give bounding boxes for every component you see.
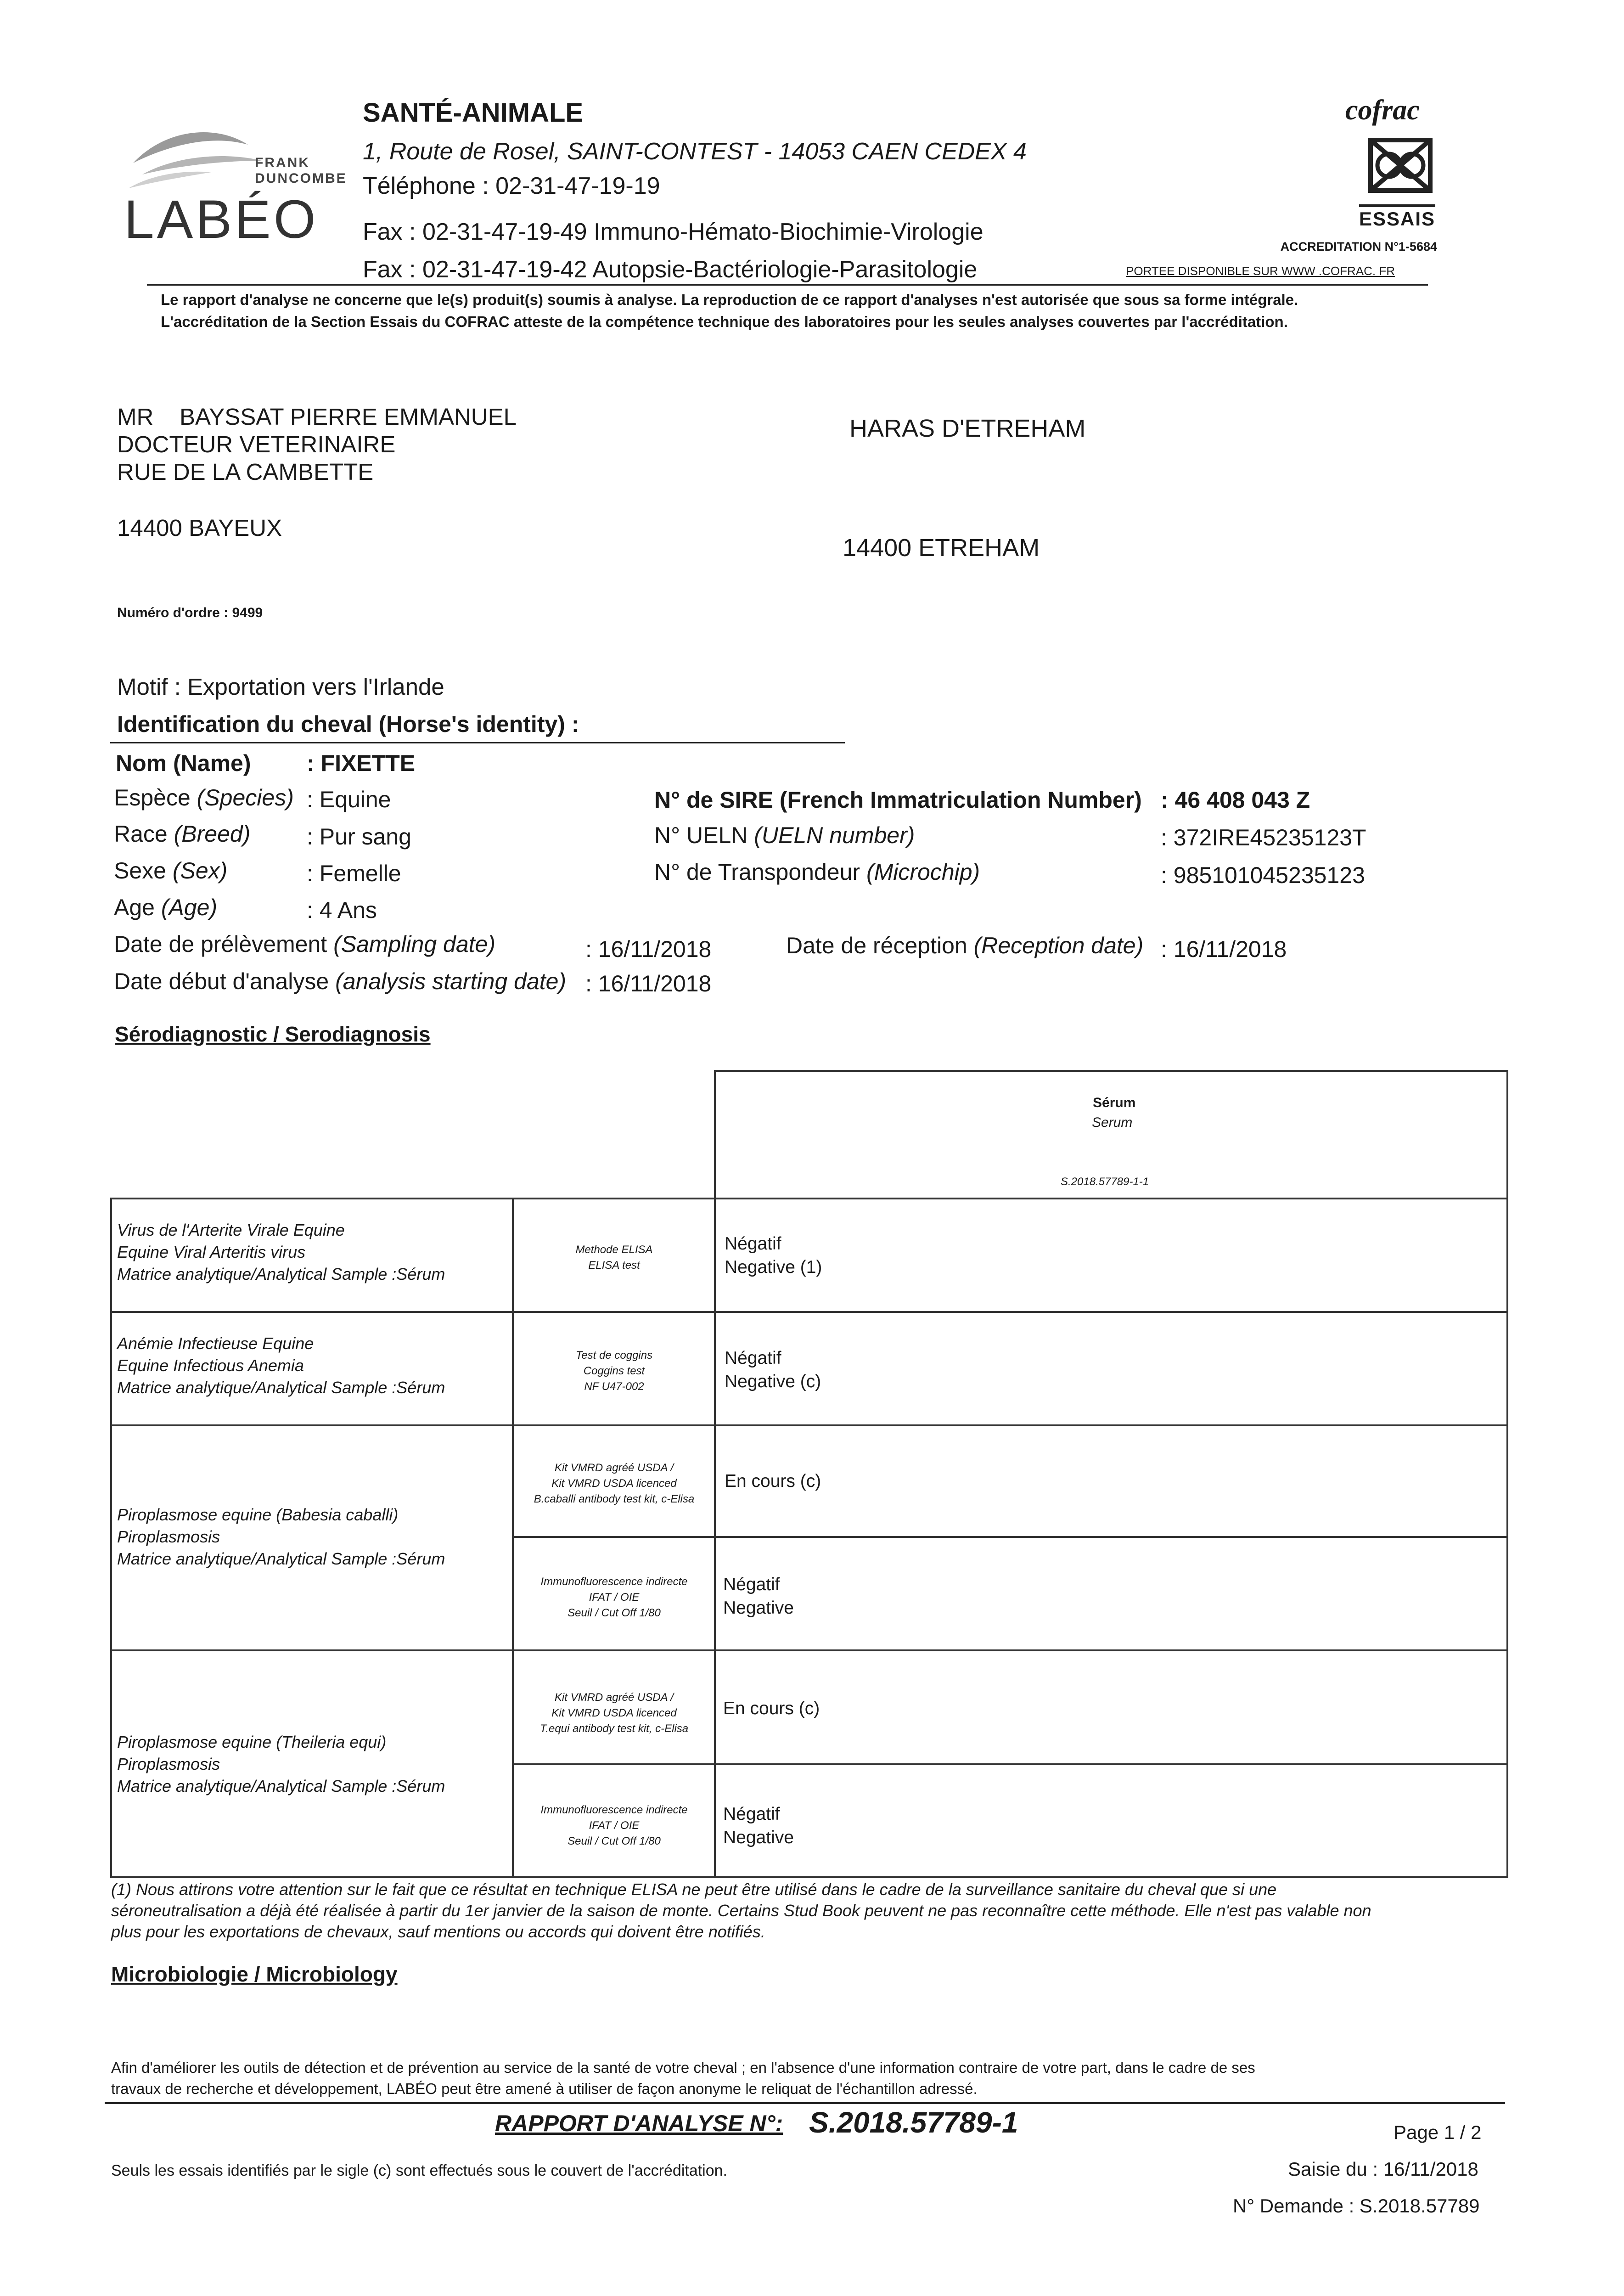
method-line: IFAT / OIE — [589, 1819, 640, 1832]
table-line — [110, 1649, 1508, 1651]
method-line: Coggins test — [583, 1365, 645, 1377]
sample-type-en: Serum — [1092, 1115, 1133, 1130]
transponder-value: : 985101045235123 — [1161, 862, 1365, 888]
table-row-2-desc — [117, 1333, 445, 1399]
cofrac-emblem-icon — [1361, 131, 1439, 200]
cofrac-accreditation: ACCREDITATION N°1-5684 — [1280, 240, 1437, 253]
cofrac-essais: ESSAIS — [1359, 204, 1435, 230]
desc-line: Matrice analytique/Analytical Sample :Sérum — [117, 1265, 445, 1283]
method-line: Kit VMRD agréé USDA / — [554, 1462, 674, 1474]
improvement-note — [111, 2057, 1255, 2099]
lab-fax-1: Fax : 02-31-47-19-49 Immuno-Hémato-Biochimie-Virologie — [363, 219, 983, 245]
id-sex-value: : Femelle — [307, 861, 401, 886]
table-row-4-result — [723, 1697, 820, 1720]
method-line: Immunofluorescence indirecte — [540, 1576, 688, 1588]
lab-fax-2: Fax : 02-31-47-19-42 Autopsie-Bactériologie-Parasitologie — [363, 256, 978, 283]
desc-line: Virus de l'Arterite Virale Equine — [117, 1221, 345, 1239]
footnote-line: séroneutralisation a déjà été réalisée à partir du 1er janvier de la saison de monte. Certains Stud Book peuvent ne pas reconnaître cette méthode. Elle n'est pas valable non — [111, 1901, 1371, 1920]
id-age-value: : 4 Ans — [307, 897, 377, 923]
result-line: Négatif — [725, 1234, 781, 1254]
motif: Motif : Exportation vers l'Irlande — [117, 674, 444, 700]
id-sex-label-fr: Sexe — [114, 858, 173, 884]
desc-line: Matrice analytique/Analytical Sample :Sérum — [117, 1378, 445, 1397]
identification-rule — [110, 742, 845, 743]
disclaimer-line-1: Le rapport d'analyse ne concerne que le(s) produit(s) soumis à analyse. La reproduction de ce rapport d'analyses n'est autorisée que sous sa forme intégrale. — [161, 291, 1298, 308]
method-line: Immunofluorescence indirecte — [540, 1804, 688, 1816]
desc-line: Piroplasmose equine (Babesia caballi) — [117, 1505, 399, 1524]
method-line: T.equi antibody test kit, c-Elisa — [539, 1722, 689, 1735]
cofrac-brand: cofrac — [1345, 95, 1420, 126]
owner-city: 14400 ETREHAM — [843, 534, 1040, 562]
analysis-start-value: : 16/11/2018 — [585, 971, 712, 996]
id-breed-label-fr: Race — [114, 821, 174, 847]
method-line: Seuil / Cut Off 1/80 — [568, 1607, 661, 1619]
method-line: Methode ELISA — [575, 1244, 653, 1256]
lab-phone: Téléphone : 02-31-47-19-19 — [363, 173, 660, 199]
entry-date: Saisie du : 16/11/2018 — [1288, 2158, 1478, 2180]
table-row-3-method — [514, 1460, 714, 1507]
desc-line: Piroplasmosis — [117, 1755, 220, 1773]
desc-line: Anémie Infectieuse Equine — [117, 1334, 314, 1353]
id-age-label-en: (Age) — [161, 895, 218, 920]
result-line: En cours (c) — [725, 1471, 821, 1491]
serodiagnostic-heading: Sérodiagnostic / Serodiagnosis — [115, 1022, 431, 1046]
report-label: RAPPORT D'ANALYSE N°: — [495, 2110, 783, 2136]
id-age-label-fr: Age — [114, 895, 161, 920]
id-breed-value: : Pur sang — [307, 824, 411, 850]
result-line: Negative (c) — [725, 1372, 821, 1391]
sample-id: S.2018.57789-1-1 — [1061, 1176, 1149, 1188]
order-number: Numéro d'ordre : 9499 — [117, 605, 263, 620]
recipient-street: RUE DE LA CAMBETTE — [117, 459, 374, 485]
table-row-3-result-2 — [723, 1573, 794, 1620]
logo-sub-1: FRANK — [255, 155, 310, 170]
method-line: Seuil / Cut Off 1/80 — [568, 1835, 661, 1847]
identification-heading: Identification du cheval (Horse's identity) : — [117, 711, 579, 737]
table-line — [714, 1070, 716, 1878]
header-rule — [147, 284, 1428, 286]
sire-label: N° de SIRE (French Immatriculation Number) — [654, 787, 1142, 813]
reception-date-label-en: (Reception date) — [973, 933, 1144, 958]
id-species-label — [114, 784, 294, 811]
table-row-3-method-2 — [514, 1574, 714, 1621]
table-line — [110, 1876, 1508, 1878]
note-line: Afin d'améliorer les outils de détection et de prévention au service de la santé de votre cheval ; en l'absence d'une information contraire de votre part, dans le cadre de ses — [111, 2059, 1255, 2076]
table-line — [512, 1763, 1508, 1765]
sampling-date-label — [114, 931, 495, 957]
request-number: N° Demande : S.2018.57789 — [1233, 2195, 1480, 2217]
footnote-line: (1) Nous attirons votre attention sur le fait que ce résultat en technique ELISA ne peut être utilisé dans le cadre de la surveillance sanitaire du cheval que si une — [111, 1880, 1277, 1899]
id-species-label-en: (Species) — [197, 785, 294, 810]
desc-line: Matrice analytique/Analytical Sample :Sérum — [117, 1777, 445, 1795]
result-line: Negative — [723, 1598, 794, 1618]
accreditation-note: Seuls les essais identifiés par le sigle (c) sont effectués sous le couvert de l'accréditation. — [111, 2162, 727, 2179]
ueln-value: : 372IRE45235123T — [1161, 825, 1366, 850]
desc-line: Equine Viral Arteritis virus — [117, 1243, 306, 1261]
id-breed-label-en: (Breed) — [174, 821, 251, 847]
reception-date-value: : 16/11/2018 — [1161, 936, 1287, 962]
result-line: Négatif — [723, 1575, 780, 1594]
logo-brand: LABÉO — [124, 189, 319, 250]
method-line: NF U47-002 — [584, 1380, 644, 1393]
sampling-date-label-fr: Date de prélèvement — [114, 931, 334, 957]
table-line — [714, 1070, 1508, 1072]
table-line — [110, 1198, 112, 1878]
id-name-value: : FIXETTE — [307, 750, 416, 776]
result-line: Negative — [723, 1828, 794, 1847]
sire-value: : 46 408 043 Z — [1161, 787, 1310, 813]
method-line: ELISA test — [588, 1259, 640, 1272]
lab-address: 1, Route de Rosel, SAINT-CONTEST - 14053 CAEN CEDEX 4 — [363, 138, 1027, 165]
desc-line: Piroplasmose equine (Theileria equi) — [117, 1733, 387, 1751]
recipient-title: DOCTEUR VETERINAIRE — [117, 431, 396, 457]
footnote-line: plus pour les exportations de chevaux, sauf mentions ou accords qui doivent être notifiés. — [111, 1922, 765, 1941]
sampling-date-label-en: (Sampling date) — [333, 931, 496, 957]
cofrac-logo — [1249, 92, 1442, 276]
ueln-label-en: (UELN number) — [754, 822, 915, 848]
desc-line: Equine Infectious Anemia — [117, 1356, 304, 1375]
id-age-label — [114, 894, 217, 921]
table-line — [512, 1536, 1508, 1538]
recipient-name: MR BAYSSAT PIERRE EMMANUEL — [117, 404, 517, 430]
table-line — [110, 1424, 1508, 1426]
page-number: Page 1 / 2 — [1394, 2122, 1482, 2143]
method-line: Kit VMRD agréé USDA / — [554, 1691, 674, 1704]
desc-line: Piroplasmosis — [117, 1527, 220, 1546]
id-species-value: : Equine — [307, 787, 391, 812]
table-row-3-desc — [117, 1504, 445, 1570]
analysis-start-label-fr: Date début d'analyse — [114, 968, 336, 994]
id-sex-label — [114, 857, 227, 884]
method-line: Test de coggins — [575, 1349, 653, 1362]
table-row-1-result — [725, 1232, 822, 1279]
table-row-4-method-2 — [514, 1802, 714, 1849]
footer-rule — [105, 2102, 1505, 2104]
table-row-1-desc — [117, 1219, 445, 1285]
table-row-4-method — [514, 1690, 714, 1737]
id-species-label-fr: Espèce — [114, 785, 197, 810]
report-number: S.2018.57789-1 — [809, 2106, 1018, 2139]
id-breed-label — [114, 821, 250, 847]
owner-name: HARAS D'ETREHAM — [849, 415, 1086, 442]
cofrac-scope: PORTEE DISPONIBLE SUR WWW .COFRAC. FR — [1126, 264, 1395, 278]
result-line: Négatif — [723, 1804, 780, 1824]
labeo-logo — [124, 119, 347, 253]
microbiologie-heading: Microbiologie / Microbiology — [111, 1962, 398, 1986]
reception-date-label — [786, 932, 1143, 959]
disclaimer-line-2: L'accréditation de la Section Essais du COFRAC atteste de la compétence technique des laboratoires pour les seules analyses couvertes par l'accréditation. — [161, 313, 1288, 330]
table-line — [512, 1198, 514, 1878]
recipient-city: 14400 BAYEUX — [117, 515, 282, 541]
method-line: Kit VMRD USDA licenced — [551, 1477, 677, 1490]
result-line: Négatif — [725, 1348, 781, 1368]
result-line: Negative (1) — [725, 1257, 822, 1277]
ueln-label-fr: N° UELN — [654, 822, 754, 848]
serodiagnostic-footnote — [111, 1879, 1371, 1942]
id-sex-label-en: (Sex) — [172, 858, 228, 884]
analysis-start-label-en: (analysis starting date) — [335, 968, 567, 994]
sampling-date-value: : 16/11/2018 — [585, 936, 712, 962]
table-row-2-method — [514, 1348, 714, 1395]
table-row-3-result — [725, 1469, 821, 1493]
sample-type-fr: Sérum — [1093, 1095, 1136, 1110]
table-line — [110, 1198, 1508, 1199]
transponder-label-en: (Microchip) — [866, 859, 980, 885]
table-line — [110, 1311, 1508, 1313]
id-name-label: Nom (Name) — [116, 750, 251, 776]
result-line: En cours (c) — [723, 1699, 820, 1718]
desc-line: Matrice analytique/Analytical Sample :Sérum — [117, 1549, 445, 1568]
transponder-label — [654, 859, 980, 885]
table-row-4-result-2 — [723, 1802, 794, 1849]
table-row-2-result — [725, 1346, 821, 1393]
department-title: SANTÉ-ANIMALE — [363, 98, 584, 128]
table-line — [1506, 1070, 1508, 1878]
method-line: IFAT / OIE — [589, 1591, 640, 1604]
transponder-label-fr: N° de Transpondeur — [654, 859, 866, 885]
analysis-start-label — [114, 968, 566, 995]
note-line: travaux de recherche et développement, LABÉO peut être amené à utiliser de façon anonyme le reliquat de l'échantillon adressé. — [111, 2080, 978, 2097]
reception-date-label-fr: Date de réception — [786, 933, 974, 958]
table-row-4-desc — [117, 1731, 445, 1797]
ueln-label — [654, 822, 915, 849]
table-row-1-method — [514, 1242, 714, 1273]
method-line: Kit VMRD USDA licenced — [551, 1707, 677, 1719]
logo-sub-2: DUNCOMBE — [255, 171, 347, 186]
method-line: B.caballi antibody test kit, c-Elisa — [534, 1493, 695, 1505]
